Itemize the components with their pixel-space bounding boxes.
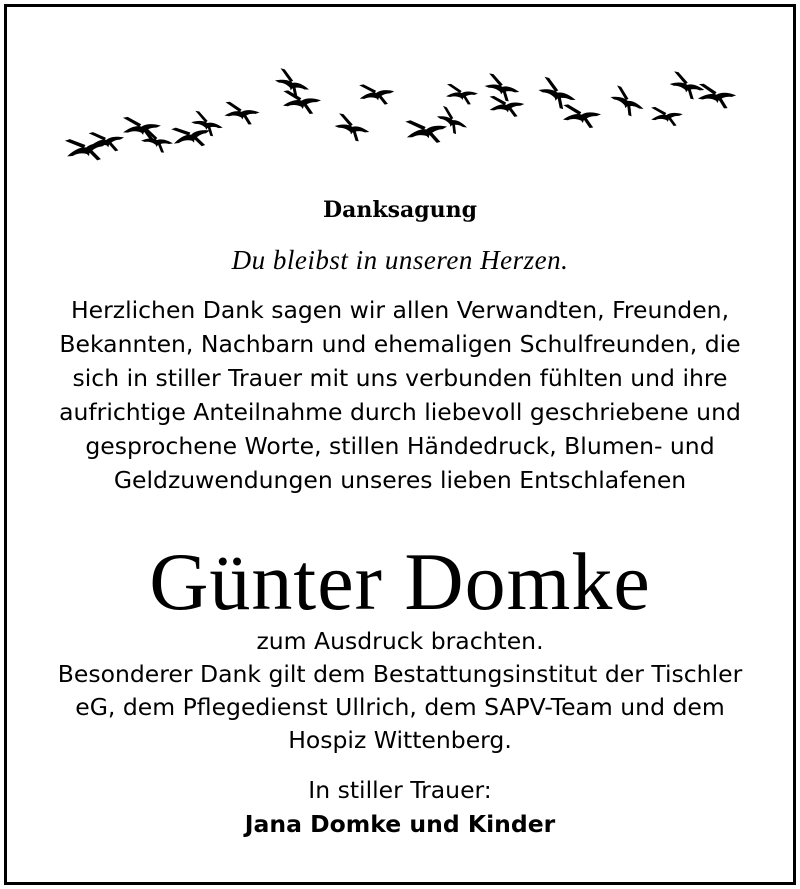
special-thanks-paragraph (7, 625, 793, 757)
deceased-name: Günter Domke (149, 536, 651, 627)
thanks-line: sich in stiller Trauer mit uns verbunden fühlten und ihre (72, 364, 728, 392)
thanks-line: Herzlichen Dank sagen wir allen Verwandten, Freunden, (70, 296, 730, 324)
notice-subtitle: Du bleibst in unseren Herzen. (231, 245, 569, 275)
thanks-paragraph (7, 293, 793, 497)
thanks-line: aufrichtige Anteilnahme durch liebevoll geschriebene und (59, 398, 741, 426)
thanks-line: Geldzuwendungen unseres lieben Entschlafenen (113, 466, 687, 494)
thanks-line: Bekannten, Nachbarn und ehemaligen Schulfreunden, die (59, 330, 741, 358)
flock-of-birds-icon (7, 7, 793, 177)
thanks-line: gesprochene Worte, stillen Händedruck, Blumen- und (85, 432, 715, 460)
special-thanks-line: Hospiz Wittenberg. (288, 726, 512, 754)
signers: Jana Domke und Kinder (244, 810, 556, 838)
special-thanks-line: Besonderer Dank gilt dem Bestattungsinstitut der Tischler (57, 660, 743, 688)
closing-block (7, 773, 793, 841)
special-thanks-line: eG, dem Pflegedienst Ullrich, dem SAPV-Team und dem (75, 693, 725, 721)
obituary-frame (4, 4, 796, 885)
closing-text: In stiller Trauer: (308, 776, 492, 804)
special-thanks-line: zum Ausdruck brachten. (256, 627, 544, 655)
notice-title: Danksagung (323, 197, 477, 223)
